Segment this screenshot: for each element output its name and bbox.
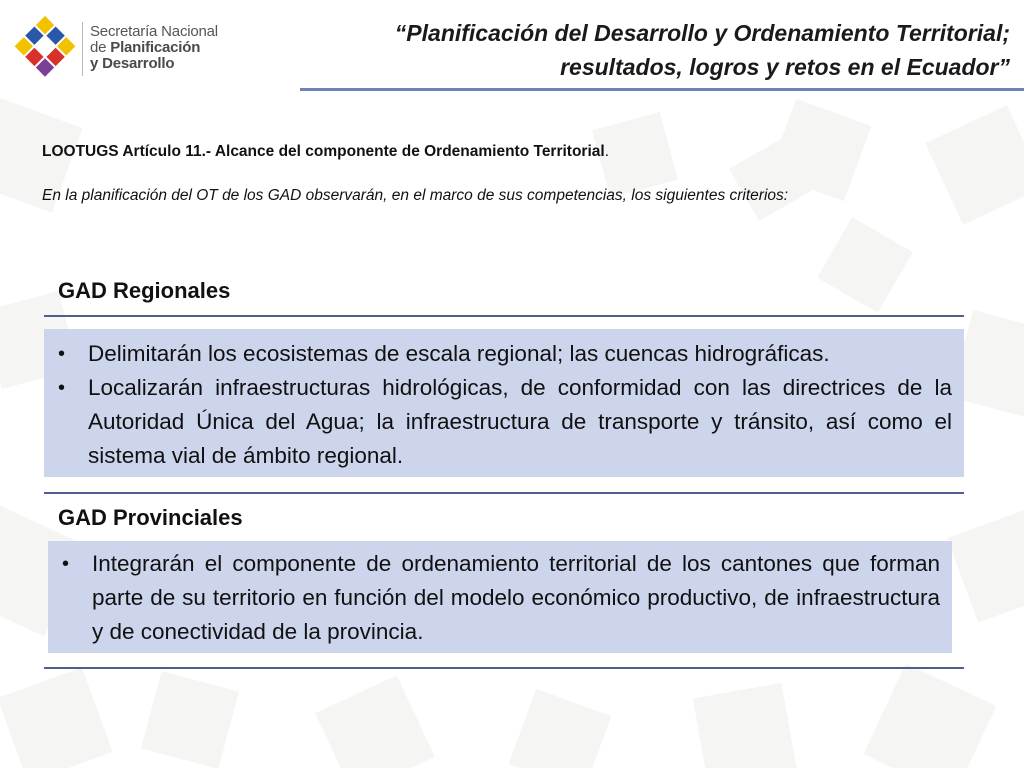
logo-line-1: Secretaría Nacional — [90, 23, 218, 40]
logo-line-2-bold: Planificación — [110, 39, 201, 56]
logo-divider — [82, 22, 83, 76]
article-intro: En la planificación del OT de los GAD observarán, en el marco de sus competencias, los siguientes criterios: — [42, 187, 789, 204]
regionales-bullet-list — [44, 337, 952, 473]
slide-title-line-1: “Planificación del Desarrollo y Ordenamiento Territorial; — [394, 20, 1010, 46]
section-rule-regionales-top — [44, 315, 964, 317]
bullet-icon: • — [58, 377, 66, 399]
logo-mark-icon — [14, 16, 76, 78]
bullet-icon: • — [58, 343, 66, 365]
list-item — [44, 337, 952, 371]
list-item — [48, 547, 940, 649]
logo-line-3: y Desarrollo — [90, 55, 175, 72]
list-item — [44, 371, 952, 473]
title-underline — [300, 88, 1024, 91]
section-title-regionales: GAD Regionales — [58, 278, 231, 303]
section-rule-regionales-bottom — [44, 492, 964, 494]
list-item-text: Delimitarán los ecosistemas de escala regional; las cuencas hidrográficas. — [88, 341, 830, 366]
slide-title — [310, 16, 1010, 84]
provinciales-bullet-list — [48, 547, 940, 649]
bullet-icon: • — [62, 553, 70, 575]
list-item-text: Integrarán el componente de ordenamiento territorial de los cantones que forman parte de su territorio en función del modelo económico productivo, de infraestructura y de conectividad de la provincia. — [92, 551, 940, 644]
logo-line-2 — [90, 40, 218, 56]
article-heading — [42, 143, 982, 161]
section-title-provinciales: GAD Provinciales — [58, 505, 243, 530]
logo-line-2-prefix: de — [90, 39, 111, 56]
logo-text — [90, 24, 218, 72]
article-heading-text: LOOTUGS Artículo 11.- Alcance del componente de Ordenamiento Territorial — [42, 143, 605, 160]
section-rule-provinciales-bottom — [44, 667, 964, 669]
regionales-criteria-box — [44, 329, 964, 477]
article-heading-period: . — [604, 143, 610, 160]
list-item-text: Localizarán infraestructuras hidrológicas, de conformidad con las directrices de la Autoridad Única del Agua; la infraestructura de transporte y tránsito, así como el sistema vial de ámbito regional. — [88, 375, 952, 468]
provinciales-criteria-box — [48, 541, 952, 653]
institution-logo — [14, 16, 234, 82]
slide-title-line-2: resultados, logros y retos en el Ecuador” — [560, 54, 1010, 80]
